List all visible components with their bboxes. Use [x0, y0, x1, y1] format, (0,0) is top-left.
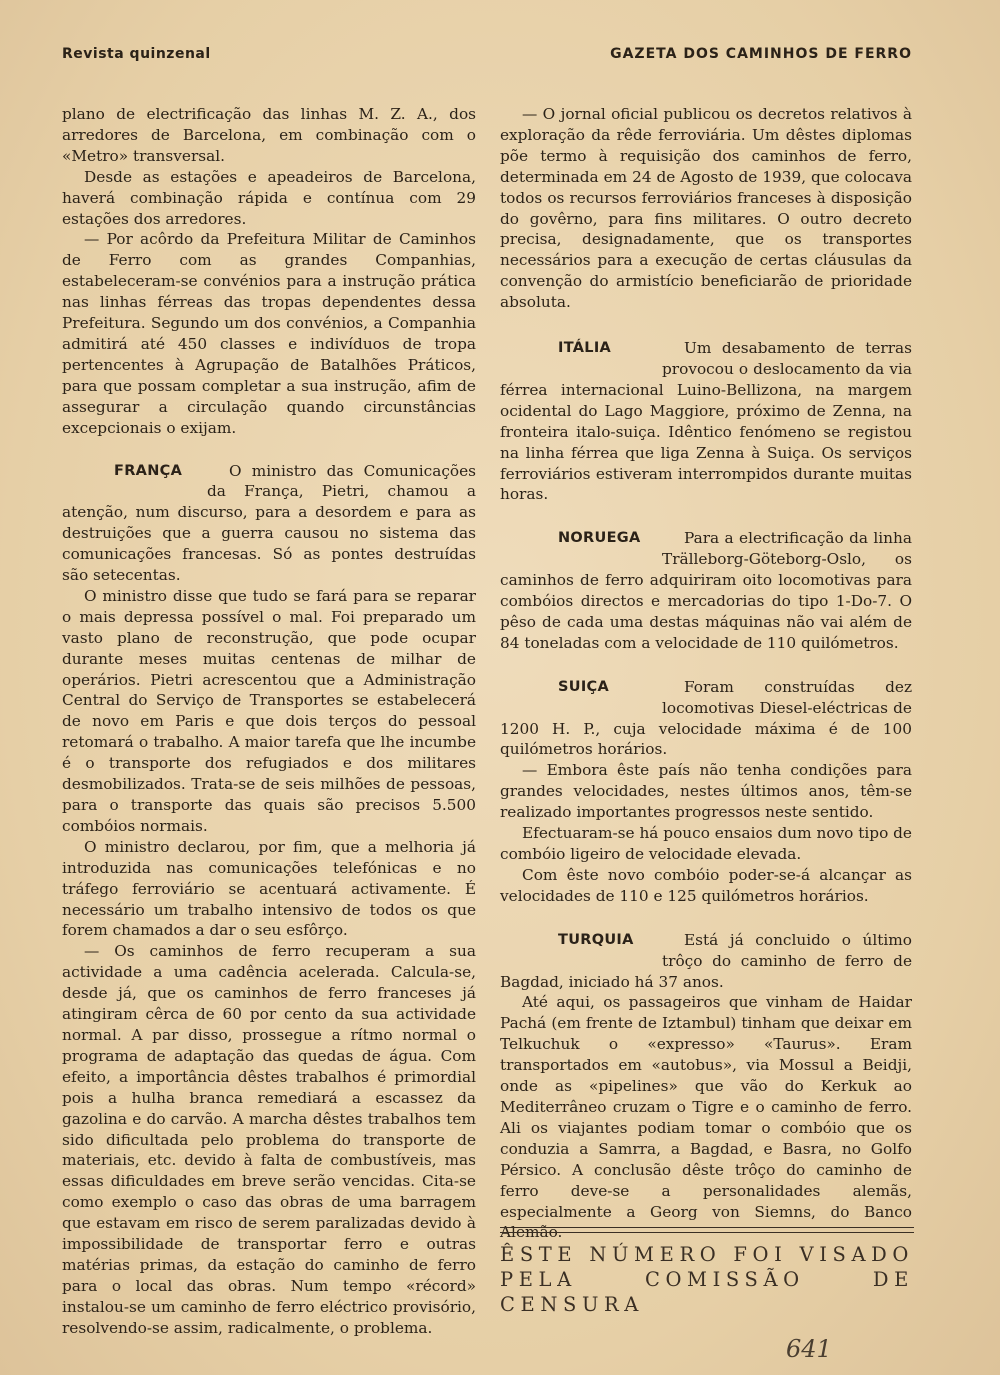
section-heading: TURQUIA [558, 931, 634, 948]
paragraph: — Os caminhos de ferro recuperam a sua actividade a uma cadência acelerada. Calcula-se, desde já, que os caminhos de ferro franceses já atingiram cêrca de 60 por cento da sua actividade normal. A par disso, prossegue a rítmo normal o programa de adaptação das quedas de água. Com efeito, a importância dêstes trabalhos é primordial pois a hulha branca remediará a escassez da gazolina e do carvão. A marcha dêstes trabalhos tem sido dificultada pelo problema do transporte de materiais, etc. devido à falta de combustíveis, mas essas dificuldades em breve serão vencidas. Cita-se como exemplo o caso das obras de uma barragem que estavam em risco de serem paralizadas devido à impossibilidade de transportar ferro e outras matérias primas, da estação do caminho de ferro para o local das obras. Num tempo «récord» instalou-se um caminho de ferro eléctrico provisório, resolvendo-se assim, radicalmente, o problema. [62, 942, 476, 1337]
paragraph: — Embora êste país não tenha condições para grandes velocidades, nestes últimos anos, têm-se realizado importantes progressos neste sentido. [500, 761, 912, 822]
right-column [500, 104, 912, 1243]
paragraph: — Por acôrdo da Prefeitura Militar de Caminhos de Ferro com as grandes Companhias, estabeleceram-se convénios para a instrução prática nas linhas férreas das tropas dependentes dessa Prefeitura. Segundo um dos convénios, a Companhia admitirá até 450 classes e indivíduos de tropa pertencentes à Agrupação de Batalhões Práticos, para que possam completar a sua instrução, afim de assegurar a circulação quando circunstâncias excepcionais o exijam. [62, 230, 476, 437]
divider-rule [500, 1227, 914, 1228]
section-lead: Foram construídas dez locomotivas Diesel-eléctricas de 1200 H. P., cuja velocidade máxima é de 100 quilómetros horários. [500, 677, 912, 759]
paragraph: Desde as estações e apeadeiros de Barcelona, haverá combinação rápida e contínua com 29 estações dos arredores. [62, 167, 476, 228]
paragraph: — O jornal oficial publicou os decretos relativos à exploração da rêde ferroviária. Um dêstes diplomas põe termo à requisição dos caminhos de ferro, determinada em 24 de Agosto de 1939, que colocava todos os recursos ferroviários franceses à disposição do govêrno, para fins militares. O outro decreto precisa, designadamente, que os transportes necessários para a execução de certas cláusulas da convenção do armistício beneficiarão de prioridade absoluta. [500, 105, 912, 312]
section-franca [62, 461, 476, 1339]
censorship-line-1: ÊSTE NÚMERO FOI VISADO [500, 1243, 914, 1266]
section-noruega [500, 528, 912, 653]
section-lead: Um desabamento de terras provocou o deslocamento da via férrea internacional Luino-Bellizona, na margem ocidental do Lago Maggiore, próximo de Zenna, na fronteira italo-suiça. Idêntico fenómeno se registou na linha férrea que liga Zenna à Suiça. Os serviços ferroviários estiveram interrompidos durante muitas horas. [500, 339, 912, 504]
publication-title: GAZETA DOS CAMINHOS DE FERRO [610, 46, 912, 62]
section-heading: SUIÇA [558, 678, 609, 695]
section-italia [500, 338, 912, 505]
divider-rule [500, 1232, 914, 1233]
section-heading: NORUEGA [558, 530, 641, 547]
left-column [62, 104, 476, 1339]
section-turquia [500, 930, 912, 1244]
paragraph: Até aqui, os passageiros que vinham de Haidar Pachá (em frente de Iztambul) tinham que deixar em Telkuchuk o «expresso» «Taurus». Eram transportados em «autobus», via Mossul a Beidji, onde as «pipelines» que vão do Kerkuk ao Mediterrâneo cruzam o Tigre e o caminho de ferro. Ali os viajantes podiam tomar o combóio que os conduzia a Samrra, a Bagdad, e Basra, no Golfo Pérsico. A conclusão dêste trôço do caminho de ferro deve-se a personalidades alemãs, especialmente a Georg von Siemns, do Banco Alemão. [500, 993, 912, 1242]
section-heading: FRANÇA [114, 462, 183, 479]
paragraph: O ministro disse que tudo se fará para se reparar o mais depressa possível o mal. Foi preparado um vasto plano de reconstrução, que pode ocupar durante meses muitas centenas de milhar de operários. Pietri acrescentou que a Administração Central do Serviço de Transportes se estabelecerá de novo em Paris e que dois terços do pessoal retomará o trabalho. A maior tarefa que lhe incumbe é o transporte dos refugiados e dos militares desmobilizados. Trata-se de seis milhões de pessoas, para o transporte das quais são precisos 5.500 combóios normais. [62, 586, 476, 835]
censorship-notice [500, 1242, 914, 1317]
paragraph: Com êste novo combóio poder-se-á alcançar as velocidades de 110 e 125 quilómetros horários. [500, 865, 912, 905]
section-lead: O ministro das Comunicações da França, Pietri, chamou a atenção, num discurso, para a desordem e para as destruições que a guerra causou no sistema das comunicações francesas. Só as pontes destruídas são setecentas. [62, 461, 476, 585]
section-lead: Está já concluido o último trôço do caminho de ferro de Bagdad, iniciado há 37 anos. [500, 930, 912, 991]
paragraph: Efectuaram-se há pouco ensaios dum novo tipo de combóio ligeiro de velocidade elevada. [500, 824, 912, 863]
section-suica [500, 677, 912, 907]
section-lead: Para a electrificação da linha Trälleborg-Göteborg-Oslo, os caminhos de ferro adquiriram oito locomotivas para combóios directos e mercadorias do tipo 1-Do-7. O pêso de cada uma destas máquinas não vai além de 84 toneladas com a velocidade de 110 quilómetros. [500, 529, 912, 652]
paragraph: plano de electrificação das linhas M. Z. A., dos arredores de Barcelona, em combinação com o «Metro» transversal. [62, 105, 476, 165]
section-heading: ITÁLIA [558, 340, 612, 357]
censorship-line-2: PELA COMISSÃO DE CENSURA [500, 1268, 914, 1316]
paragraph: O ministro declarou, por fim, que a melhoria já introduzida nas comunicações telefónicas e no tráfego ferroviário se acentuará activamente. É necessário um trabalho intensivo de todos os que forem chamados a dar o seu esfôrço. [62, 837, 476, 940]
publication-frequency: Revista quinzenal [62, 46, 211, 62]
page-number: 641 [786, 1335, 832, 1363]
